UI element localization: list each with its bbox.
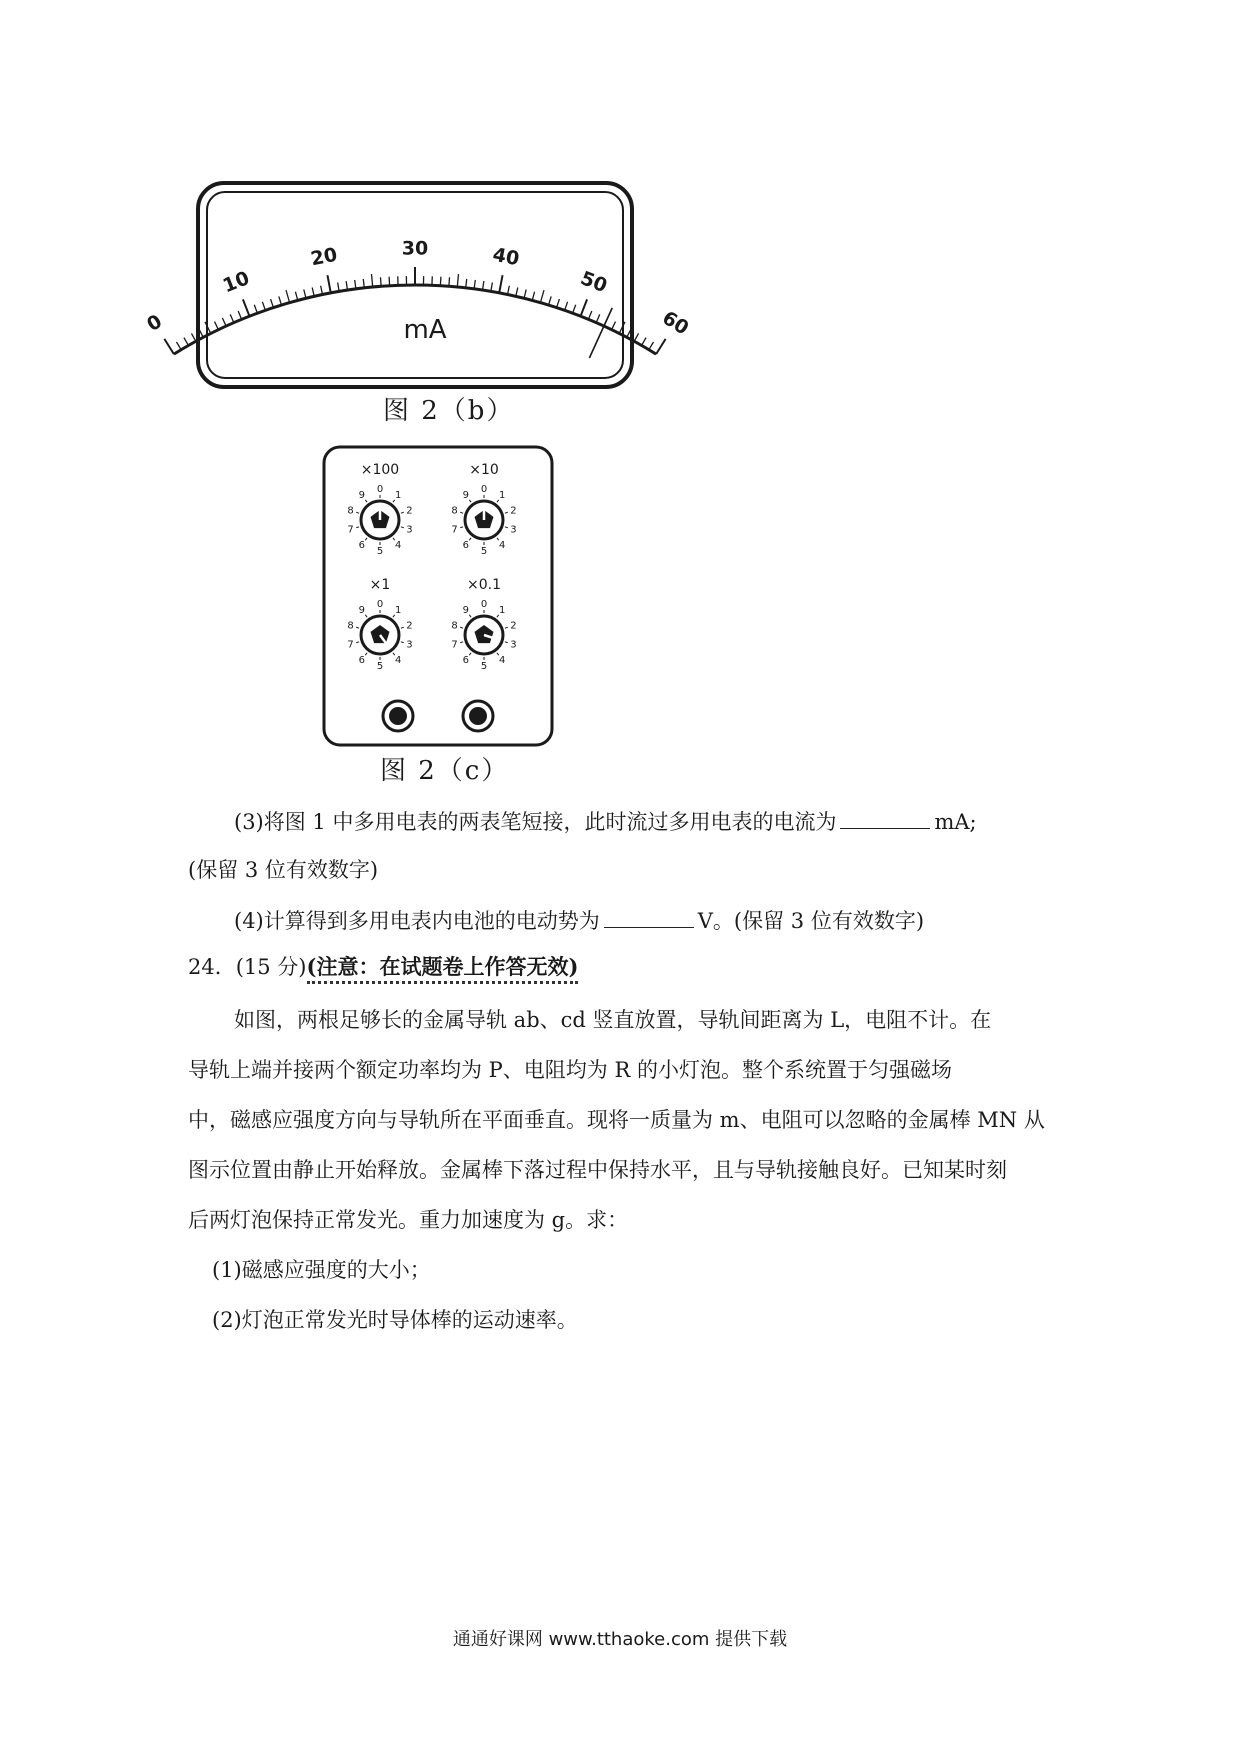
dial-digit-tick: [393, 653, 395, 655]
dial-digit: 1: [395, 489, 402, 501]
dial-multiplier-label: ×100: [360, 462, 400, 478]
meter-tick: [238, 311, 241, 319]
dial-digit: 6: [462, 540, 469, 552]
dial-digit: 9: [358, 489, 365, 501]
dial-digit: 3: [510, 639, 517, 651]
resistance-box: [322, 445, 554, 747]
meter-tick: [304, 290, 306, 299]
dial-digit: 5: [480, 546, 488, 557]
question-3: [234, 806, 977, 837]
dial-multiplier-label: ×10: [469, 462, 499, 478]
meter-tick: [184, 338, 188, 346]
dial-digit: 4: [395, 540, 402, 552]
dial-digit-tick: [460, 527, 463, 528]
meter-tick: [573, 305, 576, 313]
dial-digit: 8: [451, 505, 458, 517]
dial-digit-tick: [469, 653, 471, 655]
question-4-unit: V。(保留 3 位有效数字): [697, 909, 925, 933]
question-24-line-5: 后两灯泡保持正常发光。重力加速度为 g。求：: [188, 1208, 629, 1232]
question-3-text: (3)将图 1 中多用电表的两表笔短接，此时流过多用电表的电流为: [234, 810, 837, 834]
dial-digit: 9: [358, 604, 365, 616]
dial-digit-tick: [460, 512, 463, 513]
dial-digit-tick: [401, 512, 404, 513]
meter-tick: [634, 333, 638, 341]
meter-tick: [262, 302, 265, 310]
dial-digit: 8: [451, 620, 458, 632]
dial-digit-tick: [497, 653, 499, 655]
figure-caption-b: 图 2（b）: [383, 396, 515, 426]
meter-tick: [176, 342, 181, 350]
dial-digit-tick: [401, 642, 404, 643]
dial-2: [451, 462, 516, 557]
question-24-sub-1: (1)磁感应强度的大小；: [212, 1258, 431, 1282]
dial-digit-tick: [497, 538, 499, 540]
meter-tick: [164, 339, 174, 354]
meter-tick: [656, 339, 666, 354]
dial-digit-tick: [460, 627, 463, 628]
dial-digit: 3: [406, 524, 413, 536]
dial-digit: 5: [376, 661, 384, 672]
dial-digit-tick: [356, 642, 359, 643]
dial-digit-tick: [505, 627, 508, 628]
question-4-text: (4)计算得到多用电表内电池的电动势为: [234, 909, 600, 933]
meter-tick: [321, 286, 323, 295]
meter-tick: [491, 282, 493, 291]
meter-tick: [254, 305, 257, 313]
meter-tick: [243, 299, 250, 316]
meter-tick: [524, 290, 526, 299]
dial-digit-tick: [365, 653, 367, 655]
dial-1: [347, 462, 412, 557]
dial-digit-tick: [401, 627, 404, 628]
meter-tick: [371, 274, 372, 287]
question-24-line-3: 中，磁感应强度方向与导轨所在平面垂直。现将一质量为 m、电阻可以忽略的金属棒 MN 从: [188, 1108, 1045, 1132]
terminal-left: [383, 701, 413, 731]
meter-pointer: [589, 308, 612, 358]
meter-tick: [612, 322, 616, 330]
dial-digit-tick: [356, 527, 359, 528]
dial-digit: 2: [406, 620, 413, 632]
dial-digit-tick: [505, 512, 508, 513]
dial-digit: 2: [510, 505, 517, 517]
meter-tick: [449, 277, 450, 286]
meter-tick-label: 10: [219, 267, 253, 298]
meter-figure: [143, 180, 693, 390]
meter-tick: [295, 292, 297, 301]
dial-digit: 4: [499, 655, 506, 667]
dial-digit: 2: [406, 505, 413, 517]
dial-digit: 8: [347, 620, 354, 632]
dial-digit: 1: [499, 489, 506, 501]
dial-4: [451, 577, 516, 672]
dial-digit: 6: [462, 655, 469, 667]
dial-digit-tick: [393, 615, 395, 617]
meter-tick-label: 50: [577, 267, 611, 298]
dial-digit-tick: [365, 500, 367, 502]
meter-tick: [191, 333, 195, 341]
meter-tick: [532, 292, 534, 301]
dial-digit-tick: [401, 527, 404, 528]
dial-digit: 1: [395, 604, 402, 616]
dial-digit-tick: [469, 500, 471, 502]
dial-digit: 7: [451, 639, 458, 651]
meter-tick: [380, 277, 381, 286]
dial-digit-tick: [505, 527, 508, 528]
dial-digit-tick: [356, 512, 359, 513]
dial-digit-tick: [365, 538, 367, 540]
dial-digit-tick: [393, 538, 395, 540]
question-3-note: (保留 3 位有效数字): [188, 858, 379, 882]
dial-digit: 1: [499, 604, 506, 616]
terminal-right: [463, 701, 493, 731]
dial-digit-tick: [497, 615, 499, 617]
dial-digit-tick: [356, 627, 359, 628]
dial-digit-tick: [469, 615, 471, 617]
dial-digit-tick: [469, 538, 471, 540]
question-24-note: (注意：在试题卷上作答无效): [307, 954, 579, 984]
meter-tick: [557, 299, 560, 308]
dial-digit: 0: [480, 484, 488, 495]
question-4: [234, 905, 924, 936]
meter-unit: mA: [403, 315, 447, 345]
dial-digit-tick: [460, 642, 463, 643]
answer-blank-4: [604, 905, 694, 928]
meter-tick: [215, 322, 219, 330]
dial-digit: 3: [510, 524, 517, 536]
dial-digit: 7: [451, 524, 458, 536]
dial-multiplier-label: ×0.1: [467, 577, 501, 593]
dial-digit-tick: [497, 500, 499, 502]
meter-tick: [565, 302, 568, 310]
meter-tick-label: 40: [490, 243, 522, 271]
meter-tick: [649, 342, 654, 350]
meter-tick: [271, 299, 274, 308]
meter-tick: [540, 290, 544, 302]
question-24-heading: [188, 952, 578, 982]
question-24-line-2: 导轨上端并接两个额定功率均为 P、电阻均为 R 的小灯泡。整个系统置于匀强磁场: [188, 1058, 952, 1082]
meter-tick-label: 30: [401, 237, 429, 260]
meter-tick: [222, 318, 226, 326]
dial-digit: 9: [462, 604, 469, 616]
meter-tick: [549, 296, 552, 305]
meter-tick: [508, 286, 510, 295]
figure-caption-c: 图 2（c）: [380, 756, 510, 786]
dial-digit: 5: [480, 661, 488, 672]
dial-digit: 0: [480, 599, 488, 610]
meter-tick: [642, 338, 646, 346]
dial-digit-tick: [365, 615, 367, 617]
answer-blank-3: [840, 806, 930, 829]
dial-digit: 9: [462, 489, 469, 501]
dial-3: [347, 577, 412, 672]
meter-tick: [286, 290, 290, 302]
dial-digit: 4: [395, 655, 402, 667]
question-3-unit: mA;: [934, 810, 977, 834]
page-footer: 通通好课网 www.tthaoke.com 提供下载: [452, 1629, 788, 1650]
meter-tick: [588, 311, 591, 319]
dial-digit-tick: [505, 642, 508, 643]
question-24-sub-2: (2)灯泡正常发光时导体棒的运动速率。: [212, 1308, 578, 1332]
dial-digit: 0: [376, 599, 384, 610]
dial-digit: 5: [376, 546, 384, 557]
meter-tick-label: 0: [143, 310, 166, 337]
dial-digit: 7: [347, 639, 354, 651]
meter-tick: [230, 314, 234, 322]
dial-digit-tick: [393, 500, 395, 502]
dial-digit: 8: [347, 505, 354, 517]
question-24-line-1: 如图，两根足够长的金属导轨 ab、cd 竖直放置，导轨间距离为 L，电阻不计。在: [234, 1008, 992, 1032]
meter-tick: [279, 296, 282, 305]
meter-tick: [327, 275, 330, 293]
meter-tick: [581, 299, 588, 316]
meter-tick: [499, 275, 502, 293]
meter-tick-label: 20: [308, 243, 340, 271]
dial-multiplier-label: ×1: [369, 577, 391, 593]
dial-digit: 3: [406, 639, 413, 651]
dial-digit: 6: [358, 540, 365, 552]
meter-tick-label: 60: [658, 306, 693, 340]
meter-tick: [338, 282, 340, 291]
question-24-line-4: 图示位置由静止开始释放。金属棒下落过程中保持水平，且与导轨接触良好。已知某时刻: [188, 1158, 1007, 1182]
dial-digit: 7: [347, 524, 354, 536]
dial-digit: 0: [376, 484, 384, 495]
meter-tick: [596, 314, 600, 322]
meter-tick: [389, 277, 390, 286]
meter-tick: [457, 274, 458, 287]
dial-digit: 6: [358, 655, 365, 667]
dial-digit: 4: [499, 540, 506, 552]
meter-dial: [143, 180, 693, 390]
dial-digit: 2: [510, 620, 517, 632]
question-24-number: 24．(15 分): [188, 955, 307, 979]
meter-tick: [440, 277, 441, 286]
